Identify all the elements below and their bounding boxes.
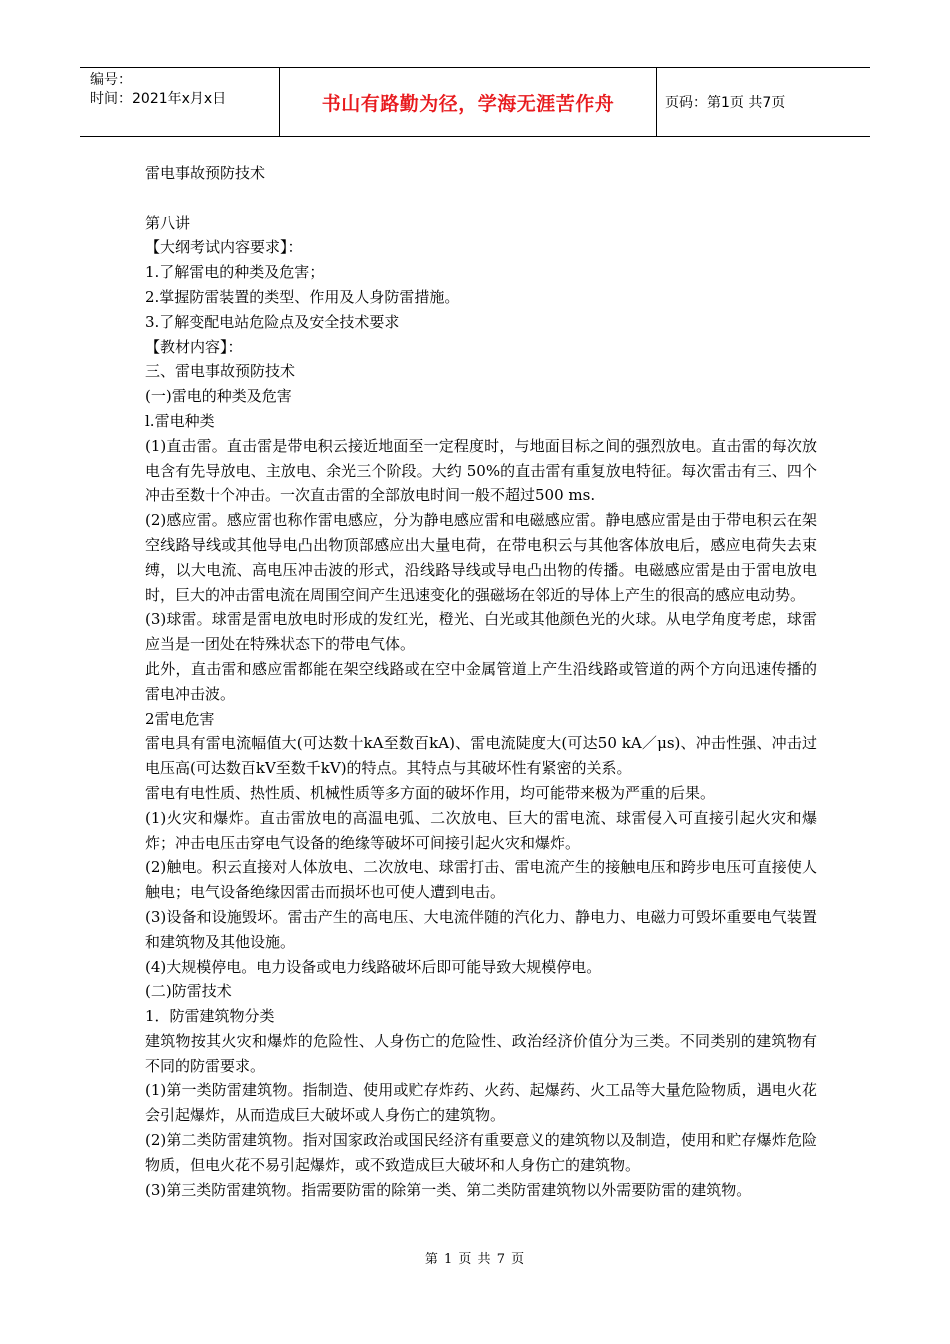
paragraph: l.雷电种类 [145, 411, 215, 430]
paragraph: 此外，直击雷和感应雷都能在架空线路或在空中金属管道上产生沿线路或管道的两个方向迅速传播的雷电冲击波。 [145, 659, 817, 703]
paragraph: (4)大规模停电。电力设备或电力线路破坏后即可能导致大规模停电。 [145, 957, 602, 976]
paragraph: (2)感应雷。感应雷也称作雷电感应，分为静电感应雷和电磁感应雷。静电感应雷是由于带电积云在架空线路导线或其他导电凸出物顶部感应出大量电荷，在带电积云与其他客体放电后，感应电荷失去束缚，以大电流、高电压冲击波的形式，沿线路导线或导电凸出物的传播。电磁感应雷是由于雷电放电时，巨大的冲击雷电流在周围空间产生迅速变化的强磁场在邻近的导体上产生的很高的感应电动势。 [145, 511, 817, 604]
document-title: 雷电事故预防技术 [145, 164, 266, 182]
header-motto: 书山有路勤为径，学海无涯苦作舟 [280, 68, 657, 136]
page-footer: 第 1 页 共 7 页 [424, 1252, 526, 1267]
paragraph: 1.了解雷电的种类及危害； [145, 263, 325, 282]
paragraph: (一)雷电的种类及危害 [145, 387, 292, 406]
blank-line [145, 186, 817, 211]
paragraph: (3)第三类防雷建筑物。指需要防雷的除第一类、第二类防雷建筑物以外需要防雷的建筑物。 [145, 1180, 752, 1199]
paragraph: (3)设备和设施毁坏。雷击产生的高电压、大电流伴随的汽化力、静电力、电磁力可毁坏重要电气装置和建筑物及其他设施。 [145, 907, 817, 951]
header-page-info: 页码：第1页 共7页 [665, 95, 786, 111]
paragraph: (3)球雷。球雷是雷电放电时形成的发红光，橙光、白光或其他颜色光的火球。从电学角度考虑，球雷应当是一团处在特殊状态下的带电气体。 [145, 610, 817, 654]
paragraph: 2雷电危害 [145, 709, 215, 728]
document-time-label: 时间：2021年x月x日 [90, 91, 227, 107]
paragraph: 雷电具有雷电流幅值大(可达数十kA至数百kA)、雷电流陡度大(可达50 kA／μs)、冲击性强、冲击过电压高(可达数百kV至数千kV)的特点。其特点与其破坏性有紧密的关系。 [145, 734, 817, 778]
page-header [80, 67, 870, 137]
paragraph-list [145, 235, 817, 1202]
paragraph: 3.了解变配电站危险点及安全技术要求 [145, 312, 400, 331]
paragraph: (1)直击雷。直击雷是带电积云接近地面至一定程度时，与地面目标之间的强烈放电。直击雷的每次放电含有先导放电、主放电、余光三个阶段。大约 50%的直击雷有重复放电特征。每次雷击有三、四个冲击至数十个冲击。一次直击雷的全部放电时间一般不超过500 ms. [145, 436, 817, 505]
document-number-label: 编号： [90, 72, 132, 88]
lecture-heading: 第八讲 [145, 213, 191, 232]
paragraph: 【教材内容】： [145, 337, 243, 356]
paragraph: 雷电有电性质、热性质、机械性质等多方面的破坏作用，均可能带来极为严重的后果。 [145, 783, 716, 802]
paragraph: (1)火灾和爆炸。直击雷放电的高温电弧、二次放电、巨大的雷电流、球雷侵入可直接引起火灾和爆炸；冲击电压击穿电气设备的绝缘等破坏可间接引起火灾和爆炸。 [145, 808, 817, 852]
paragraph: 【大纲考试内容要求】： [145, 238, 303, 257]
document-body [145, 161, 817, 1202]
paragraph: 建筑物按其火灾和爆炸的危险性、人身伤亡的危险性、政治经济价值分为三类。不同类别的建筑物有不同的防雷要求。 [145, 1031, 817, 1075]
header-left-cell [80, 68, 280, 136]
paragraph: (2)第二类防雷建筑物。指对国家政治或国民经济有重要意义的建筑物以及制造，使用和贮存爆炸危险物质，但电火花不易引起爆炸，或不致造成巨大破坏和人身伤亡的建筑物。 [145, 1131, 817, 1174]
paragraph: 1．防雷建筑物分类 [145, 1007, 275, 1026]
paragraph: (二)防雷技术 [145, 982, 232, 1001]
paragraph: (2)触电。积云直接对人体放电、二次放电、球雷打击、雷电流产生的接触电压和跨步电压可直接使人触电；电气设备绝缘因雷击而损坏也可使人遭到电击。 [145, 858, 817, 902]
paragraph: (1)第一类防雷建筑物。指制造、使用或贮存炸药、火药、起爆药、火工品等大量危险物质，遇电火花会引起爆炸，从而造成巨大破坏或人身伤亡的建筑物。 [145, 1081, 817, 1125]
paragraph: 2.掌握防雷装置的类型、作用及人身防雷措施。 [145, 287, 460, 306]
paragraph: 三、雷电事故预防技术 [145, 362, 296, 381]
